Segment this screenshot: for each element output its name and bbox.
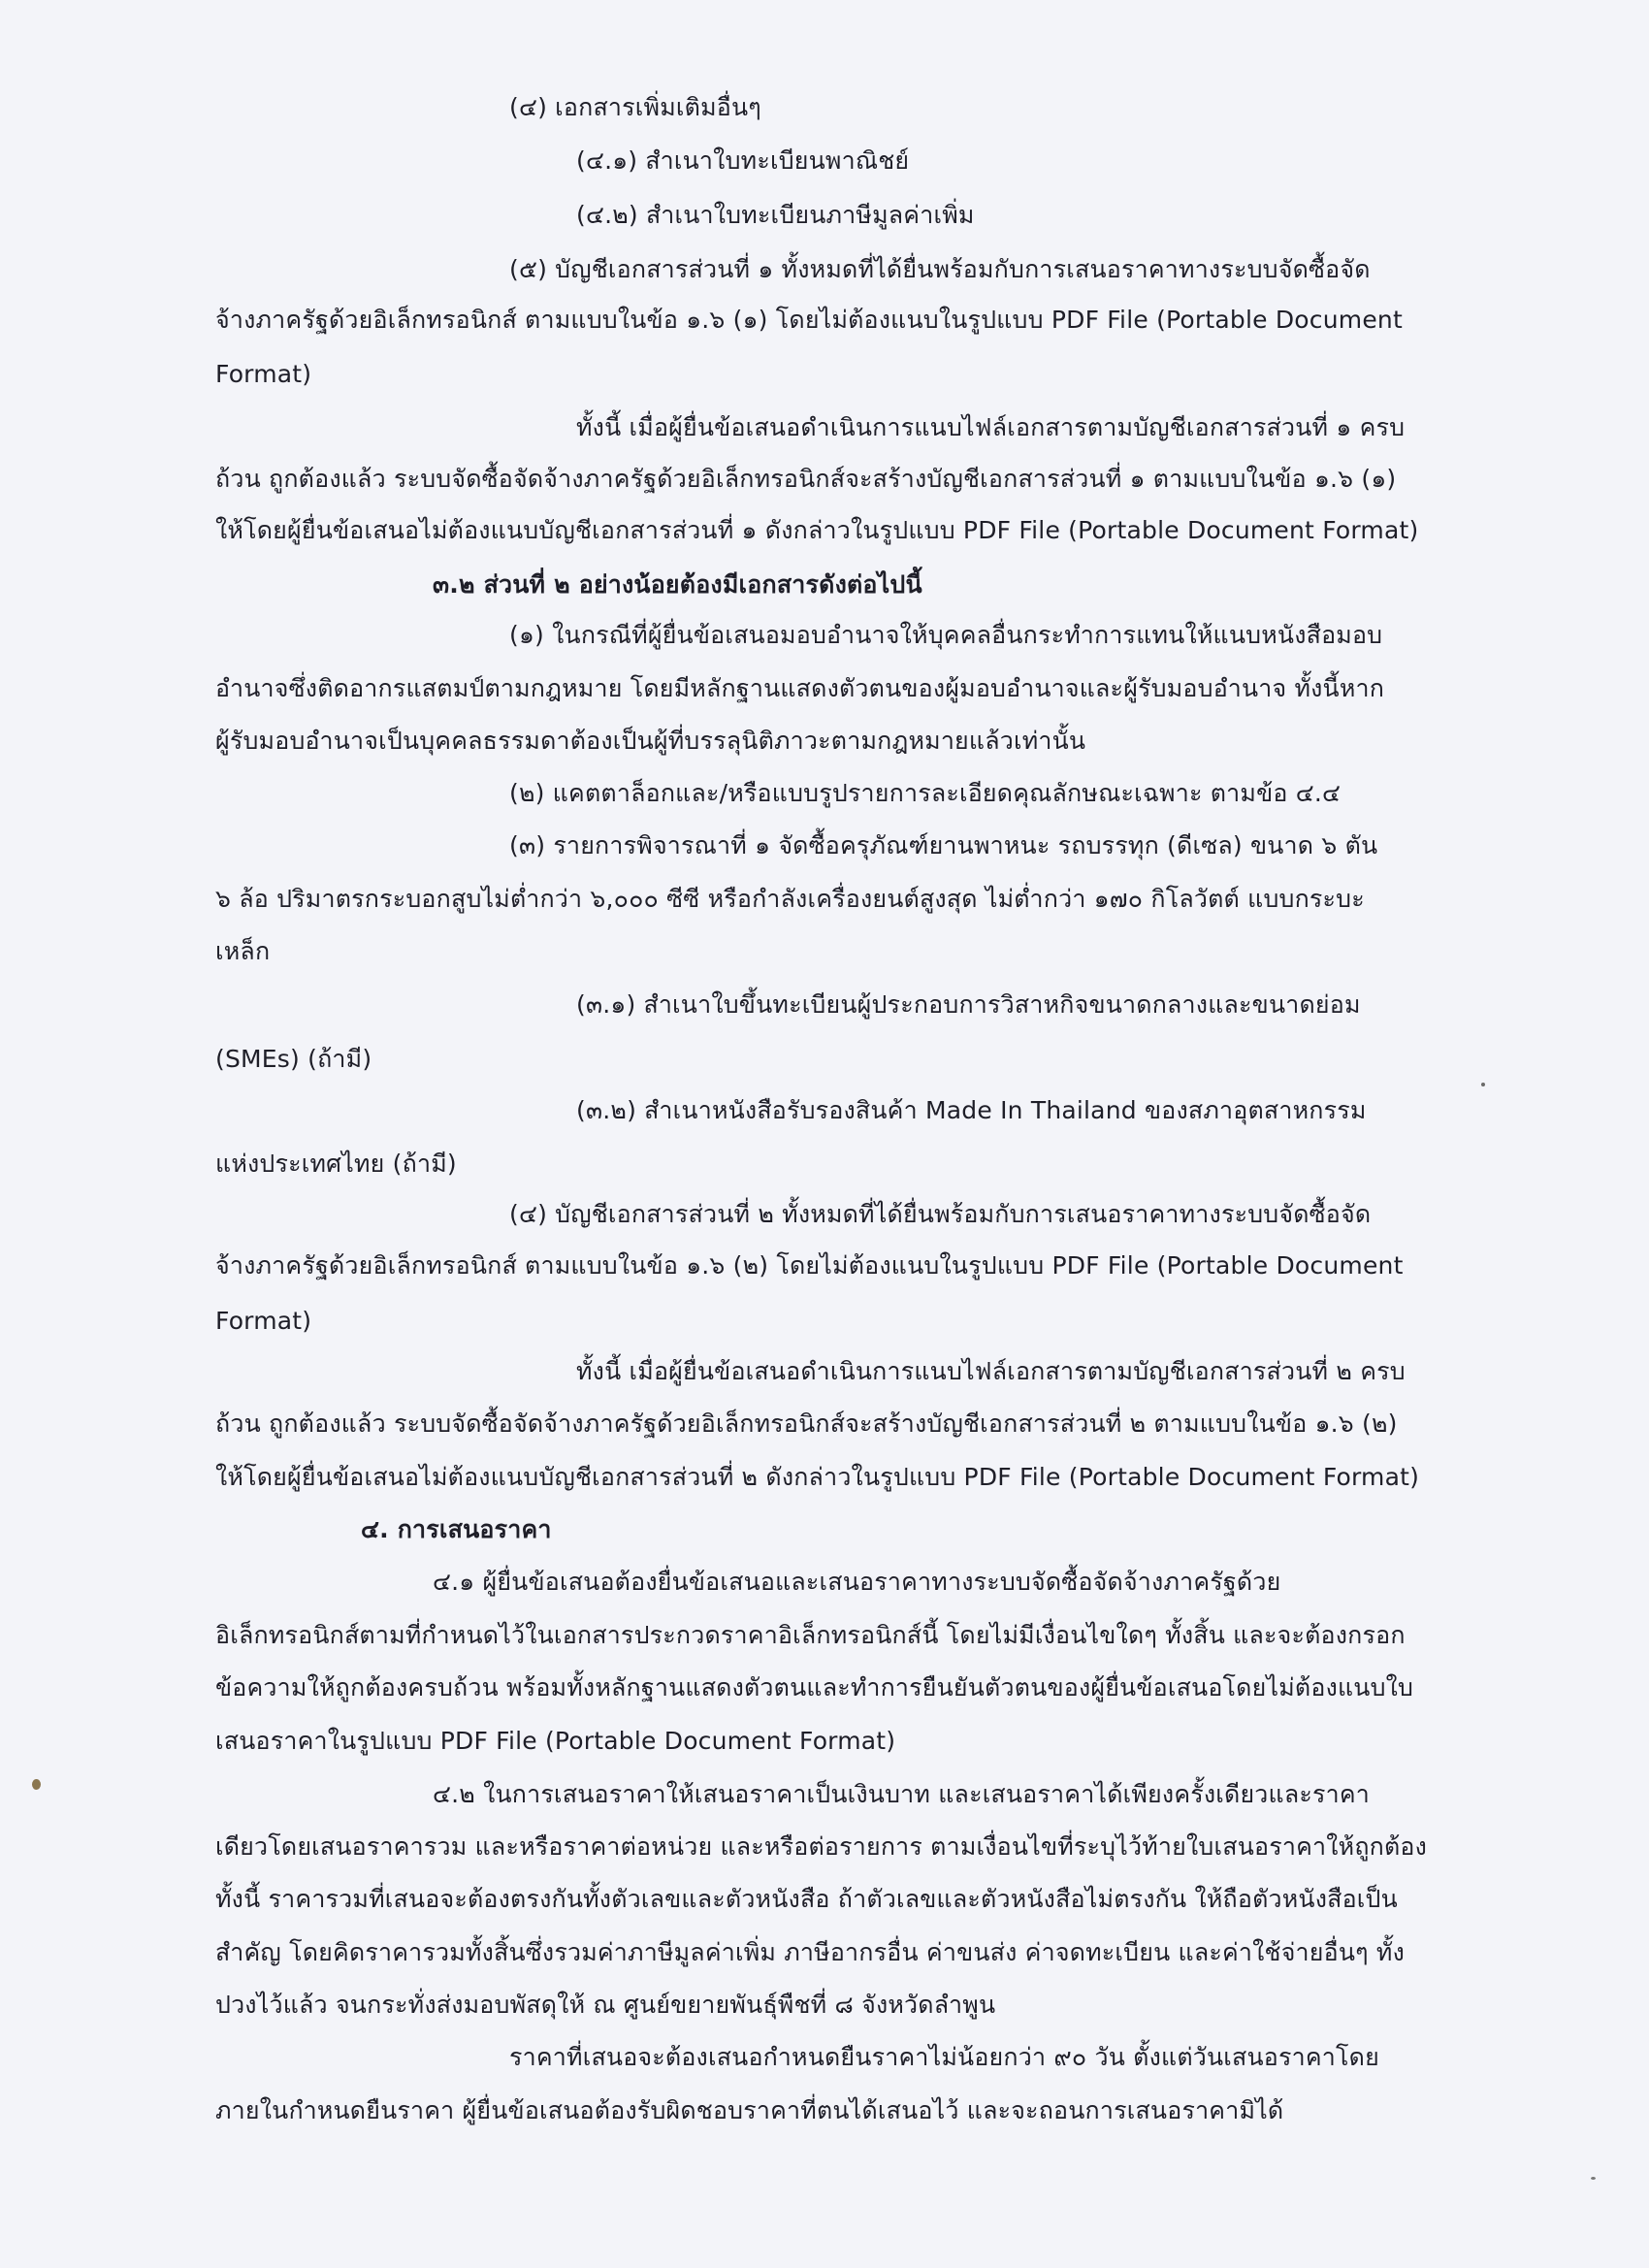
s32-item-1-line-2: อำนาจซึ่งติดอากรแสตมป์ตามกฎหมาย โดยมีหลักฐานแสดงตัวตนของผู้มอบอำนาจและผู้รับมอบอำนาจ ทั้งนี้หาก (215, 674, 1385, 702)
note-2-line-1: ทั้งนี้ เมื่อผู้ยื่นข้อเสนอดำเนินการแนบไฟล์เอกสารตามบัญชีเอกสารส่วนที่ ๒ ครบ (576, 1357, 1406, 1385)
price-validity-line-2: ภายในกำหนดยืนราคา ผู้ยื่นข้อเสนอต้องรับผิดชอบราคาที่ตนได้เสนอไว้ และจะถอนการเสนอราคามิได้ (215, 2096, 1284, 2124)
s32-item-3-1-line-2: (SMEs) (ถ้ามี) (215, 1045, 372, 1073)
item-5-line-3: Format) (215, 360, 312, 388)
scan-speck (1591, 2177, 1596, 2180)
s42-line-4: สำคัญ โดยคิดราคารวมทั้งสิ้นซึ่งรวมค่าภาษีมูลค่าเพิ่ม ภาษีอากรอื่น ค่าขนส่ง ค่าจดทะเบียน และค่าใช้จ่ายอื่นๆ ทั้ง (215, 1938, 1406, 1966)
s41-line-2: อิเล็กทรอนิกส์ตามที่กำหนดไว้ในเอกสารประกวดราคาอิเล็กทรอนิกส์นี้ โดยไม่มีเงื่อนไขใดๆ ทั้งสิ้น และจะต้องกรอก (215, 1621, 1406, 1649)
s32-item-3-2-line-1: (๓.๒) สำเนาหนังสือรับรองสินค้า Made In Thailand ของสภาอุตสาหกรรม (576, 1096, 1367, 1124)
section-4-heading: ๔. การเสนอราคา (361, 1515, 552, 1543)
s32-item-3-line-2: ๖ ล้อ ปริมาตรกระบอกสูบไม่ต่ำกว่า ๖,๐๐๐ ซีซี หรือกำลังเครื่องยนต์สูงสุด ไม่ต่ำกว่า ๑๗๐ กิโลวัตต์ แบบกระบะ (215, 885, 1365, 913)
note-1-line-2: ถ้วน ถูกต้องแล้ว ระบบจัดซื้อจัดจ้างภาครัฐด้วยอิเล็กทรอนิกส์จะสร้างบัญชีเอกสารส่วนที่ ๑ ตามแบบในข้อ ๑.๖ (๑) (215, 465, 1397, 493)
s41-line-3: ข้อความให้ถูกต้องครบถ้วน พร้อมทั้งหลักฐานแสดงตัวตนและทำการยืนยันตัวตนของผู้ยื่นข้อเสนอโดยไม่ต้องแนบใบ (215, 1673, 1414, 1701)
item-5-line-1: (๕) บัญชีเอกสารส่วนที่ ๑ ทั้งหมดที่ได้ยื่นพร้อมกับการเสนอราคาทางระบบจัดซื้อจัด (509, 255, 1371, 283)
s42-line-2: เดียวโดยเสนอราคารวม และหรือราคาต่อหน่วย และหรือต่อรายการ ตามเงื่อนไขที่ระบุไว้ท้ายใบเสนอราคาให้ถูกต้อง (215, 1832, 1428, 1861)
section-3-2-heading: ๓.๒ ส่วนที่ ๒ อย่างน้อยต้องมีเอกสารดังต่อไปนี้ (433, 570, 922, 599)
s32-item-3-line-3: เหล็ก (215, 937, 271, 965)
s32-item-4-line-1: (๔) บัญชีเอกสารส่วนที่ ๒ ทั้งหมดที่ได้ยื่นพร้อมกับการเสนอราคาทางระบบจัดซื้อจัด (509, 1200, 1372, 1228)
price-validity-line-1: ราคาที่เสนอจะต้องเสนอกำหนดยืนราคาไม่น้อยกว่า ๙๐ วัน ตั้งแต่วันเสนอราคาโดย (509, 2043, 1379, 2071)
note-2-line-3: ให้โดยผู้ยื่นข้อเสนอไม่ต้องแนบบัญชีเอกสารส่วนที่ ๒ ดังกล่าวในรูปแบบ PDF File (Portable Document Format) (215, 1463, 1420, 1491)
s42-line-5: ปวงไว้แล้ว จนกระทั่งส่งมอบพัสดุให้ ณ ศูนย์ขยายพันธุ์พืชที่ ๘ จังหวัดลำพูน (215, 1991, 996, 2019)
note-2-line-2: ถ้วน ถูกต้องแล้ว ระบบจัดซื้อจัดจ้างภาครัฐด้วยอิเล็กทรอนิกส์จะสร้างบัญชีเอกสารส่วนที่ ๒ ตามแบบในข้อ ๑.๖ (๒) (215, 1409, 1398, 1438)
s32-item-3-line-1: (๓) รายการพิจารณาที่ ๑ จัดซื้อครุภัณฑ์ยานพาหนะ รถบรรทุก (ดีเซล) ขนาด ๖ ตัน (509, 831, 1378, 859)
s32-item-3-1-line-1: (๓.๑) สำเนาใบขึ้นทะเบียนผู้ประกอบการวิสาหกิจขนาดกลางและขนาดย่อม (576, 990, 1361, 1019)
s42-line-1: ๔.๒ ในการเสนอราคาให้เสนอราคาเป็นเงินบาท และเสนอราคาได้เพียงครั้งเดียวและราคา (433, 1780, 1371, 1808)
item-4-heading: (๔) เอกสารเพิ่มเติมอื่นๆ (509, 93, 761, 121)
s32-item-4-line-2: จ้างภาครัฐด้วยอิเล็กทรอนิกส์ ตามแบบในข้อ ๑.๖ (๒) โดยไม่ต้องแนบในรูปแบบ PDF File (Portable Document (215, 1251, 1404, 1280)
item-4-2: (๔.๒) สำเนาใบทะเบียนภาษีมูลค่าเพิ่ม (576, 201, 975, 229)
scan-speck (1481, 1083, 1485, 1086)
s41-line-4: เสนอราคาในรูปแบบ PDF File (Portable Document Format) (215, 1727, 896, 1755)
s32-item-1-line-3: ผู้รับมอบอำนาจเป็นบุคคลธรรมดาต้องเป็นผู้ที่บรรลุนิติภาวะตามกฎหมายแล้วเท่านั้น (215, 727, 1086, 755)
item-4-1: (๔.๑) สำเนาใบทะเบียนพาณิชย์ (576, 146, 910, 175)
s32-item-2: (๒) แคตตาล็อกและ/หรือแบบรูปรายการละเอียดคุณลักษณะเฉพาะ ตามข้อ ๔.๔ (509, 779, 1342, 807)
note-1-line-1: ทั้งนี้ เมื่อผู้ยื่นข้อเสนอดำเนินการแนบไฟล์เอกสารตามบัญชีเอกสารส่วนที่ ๑ ครบ (576, 413, 1406, 441)
item-5-line-2: จ้างภาครัฐด้วยอิเล็กทรอนิกส์ ตามแบบในข้อ ๑.๖ (๑) โดยไม่ต้องแนบในรูปแบบ PDF File (Portable Document (215, 306, 1403, 334)
s42-line-3: ทั้งนี้ ราคารวมที่เสนอจะต้องตรงกันทั้งตัวเลขและตัวหนังสือ ถ้าตัวเลขและตัวหนังสือไม่ตรงกัน ให้ถือตัวหนังสือเป็น (215, 1885, 1398, 1913)
s41-line-1: ๔.๑ ผู้ยื่นข้อเสนอต้องยื่นข้อเสนอและเสนอราคาทางระบบจัดซื้อจัดจ้างภาครัฐด้วย (433, 1568, 1281, 1596)
s32-item-3-2-line-2: แห่งประเทศไทย (ถ้ามี) (215, 1150, 457, 1178)
scan-speck (32, 1779, 41, 1790)
note-1-line-3: ให้โดยผู้ยื่นข้อเสนอไม่ต้องแนบบัญชีเอกสารส่วนที่ ๑ ดังกล่าวในรูปแบบ PDF File (Portable Document Format) (215, 516, 1419, 544)
s32-item-4-line-3: Format) (215, 1307, 312, 1335)
s32-item-1-line-1: (๑) ในกรณีที่ผู้ยื่นข้อเสนอมอบอำนาจให้บุคคลอื่นกระทำการแทนให้แนบหนังสือมอบ (509, 621, 1383, 649)
